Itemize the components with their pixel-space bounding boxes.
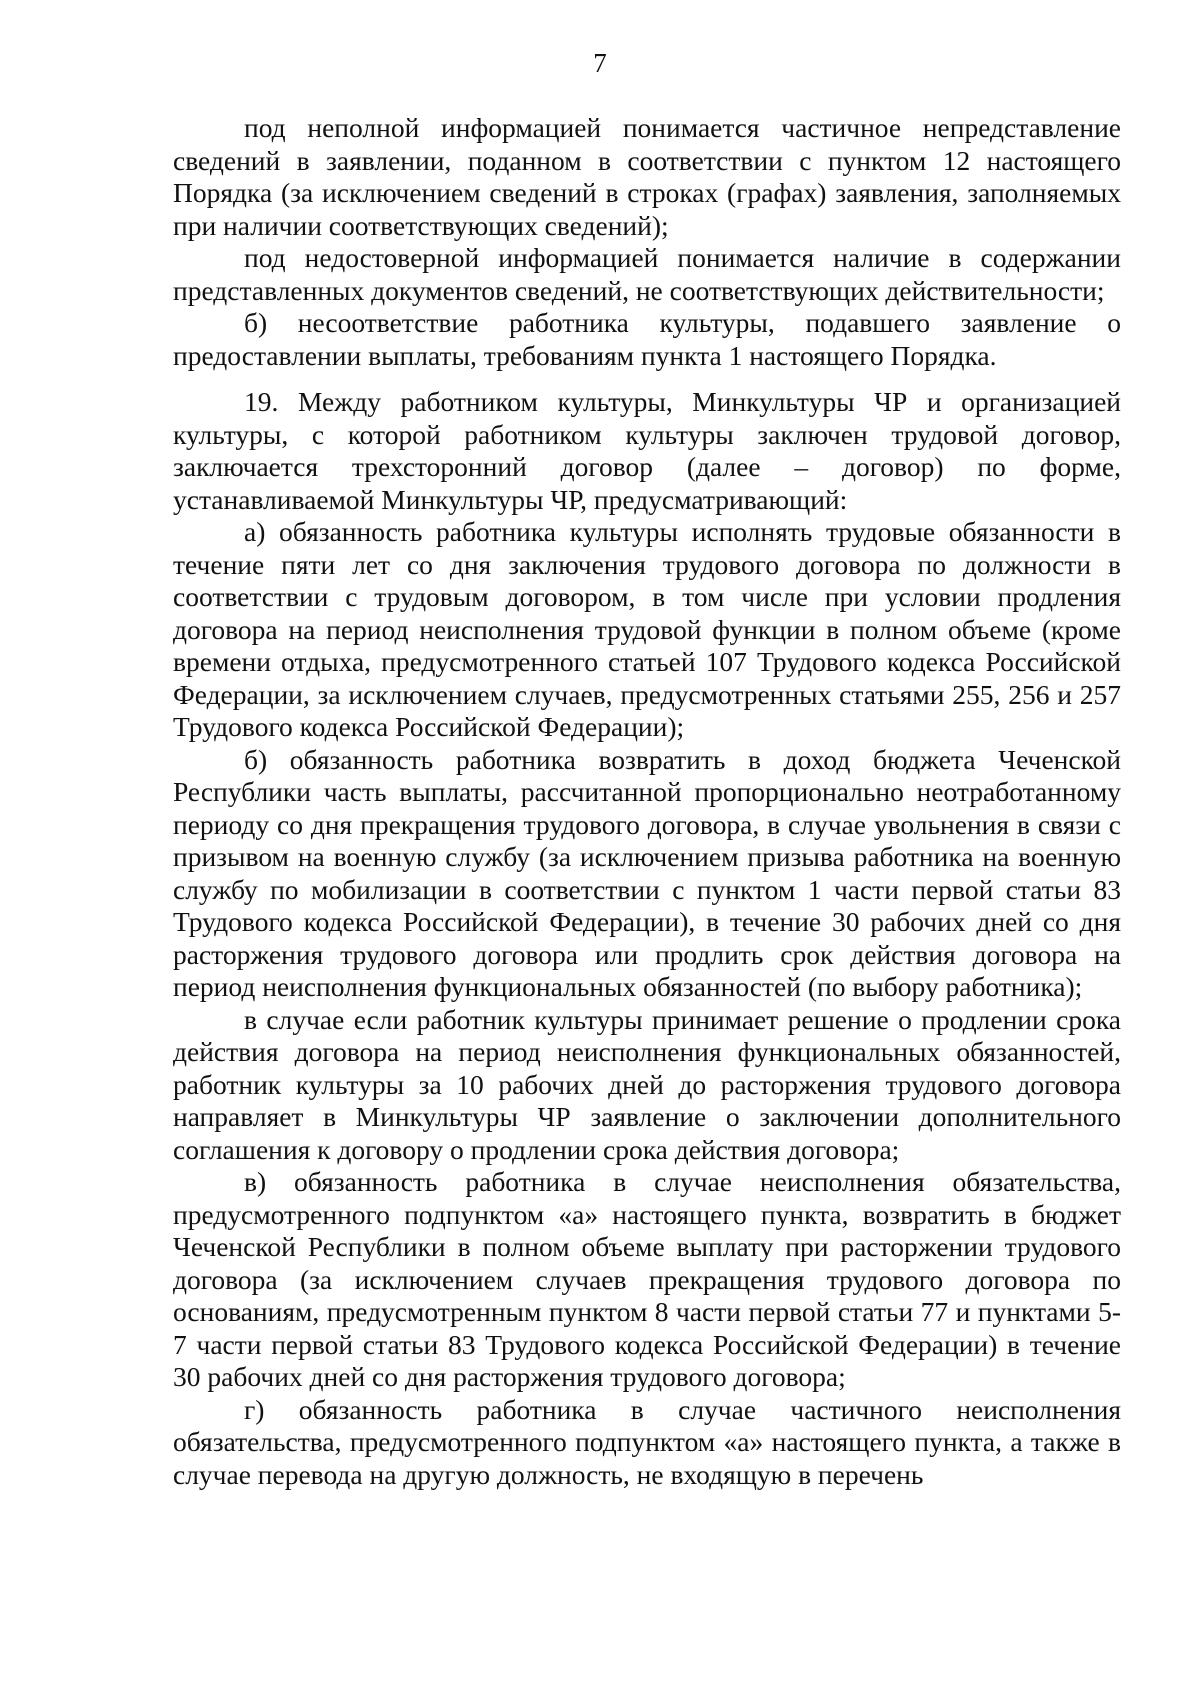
paragraph-unreliable-info: под недостоверной информацией понимается наличие в содержании представленных документов сведений, не соответствующих действительности; [173, 242, 1121, 306]
document-body [173, 112, 1121, 1491]
paragraph-subpoint-a: а) обязанность работника культуры исполнять трудовые обязанности в течение пяти лет со дня заключения трудового договора по должности в соответствии с трудовым договором, в том числе при условии продления договора на период неисполнения трудовой функции в полном объеме (кроме времени отдыха, предусмотренного статьей 107 Трудового кодекса Российской Федерации, за исключением случаев, предусмотренных статьями 255, 256 и 257 Трудового кодекса Российской Федерации); [173, 516, 1121, 742]
page-number: 7 [593, 48, 607, 78]
paragraph-subpoint-b: б) обязанность работника возвратить в доход бюджета Чеченской Республики часть выплаты, рассчитанной пропорционально неотработанному периоду со дня прекращения трудового договора, в случае увольнения в связи с призывом на военную службу (за исключением призыва работника на военную службу по мобилизации в соответствии с пунктом 1 части первой статьи 83 Трудового кодекса Российской Федерации), в течение 30 рабочих дней со дня расторжения трудового договора или продлить срок действия договора на период неисполнения функциональных обязанностей (по выбору работника); [173, 743, 1121, 1002]
paragraph-subpoint-b-mismatch: б) несоответствие работника культуры, подавшего заявление о предоставлении выплаты, требованиям пункта 1 настоящего Порядка. [173, 307, 1121, 371]
paragraph-extension-case: в случае если работник культуры принимает решение о продлении срока действия договора на период неисполнения функциональных обязанностей, работник культуры за 10 рабочих дней до расторжения трудового договора направляет в Минкультуры ЧР заявление о заключении дополнительного соглашения к договору о продлении срока действия договора; [173, 1003, 1121, 1165]
paragraph-subpoint-g: г) обязанность работника в случае частичного неисполнения обязательства, предусмотренного подпунктом «а» настоящего пункта, а также в случае перевода на другую должность, не входящую в перечень [173, 1393, 1121, 1490]
paragraph-clause-19: 19. Между работником культуры, Минкультуры ЧР и организацией культуры, с которой работником культуры заключен трудовой договор, заключается трехсторонний договор (далее – договор) по форме, устанавливаемой Минкультуры ЧР, предусматривающий: [173, 386, 1121, 515]
paragraph-subpoint-v: в) обязанность работника в случае неисполнения обязательства, предусмотренного подпунктом «а» настоящего пункта, возвратить в бюджет Чеченской Республики в полном объеме выплату при расторжении трудового договора (за исключением случаев прекращения трудового договора по основаниям, предусмотренным пунктом 8 части первой статьи 77 и пунктами 5-7 части первой статьи 83 Трудового кодекса Российской Федерации) в течение 30 рабочих дней со дня расторжения трудового договора; [173, 1166, 1121, 1392]
paragraph-incomplete-info: под неполной информацией понимается частичное непредставление сведений в заявлении, поданном в соответствии с пунктом 12 настоящего Порядка (за исключением сведений в строках (графах) заявления, заполняемых при наличии соответствующих сведений); [173, 112, 1121, 241]
